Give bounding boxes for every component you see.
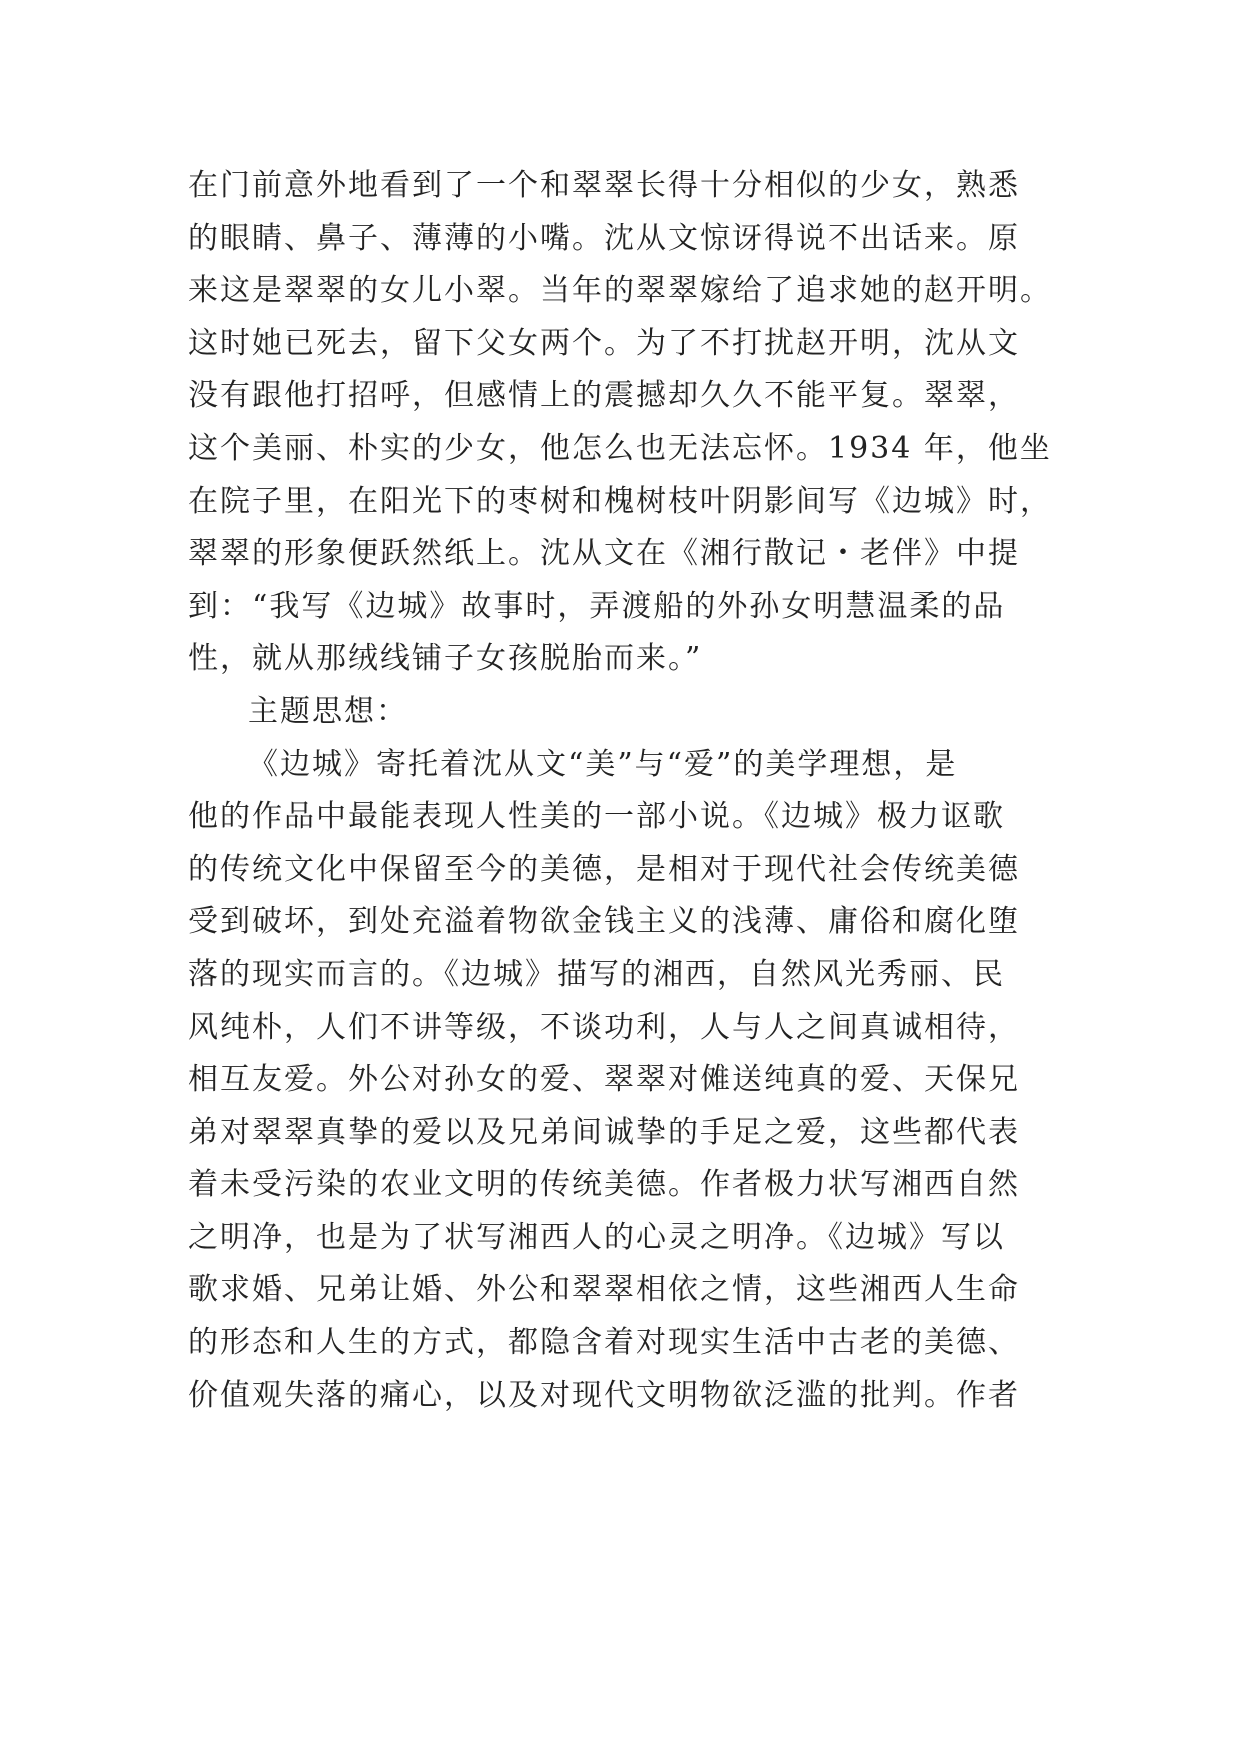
text-line-3: 来这是翠翠的女儿小翠。当年的翠翠嫁给了追求她的赵开明。 xyxy=(188,273,1052,309)
text-line-13: 他的作品中最能表现人性美的一部小说。《边城》极力讴歌 xyxy=(188,799,1005,835)
text-line-9: 到：“我写《边城》故事时，弄渡船的外孙女明慧温柔的品 xyxy=(188,588,1006,624)
text-line-21: 之明净，也是为了状写湘西人的心灵之明净。《边城》写以 xyxy=(188,1219,1005,1255)
text-line-15: 受到破坏，到处充溢着物欲金钱主义的浅薄、庸俗和腐化堕 xyxy=(188,904,1020,940)
text-line-18: 相互友爱。外公对孙女的爱、翠翠对傩送纯真的爱、天保兄 xyxy=(188,1062,1020,1098)
text-line-12: 《边城》寄托着沈从文“美”与“爱”的美学理想，是 xyxy=(248,746,958,782)
body-text xyxy=(188,160,1088,1422)
text-line-19: 弟对翠翠真挚的爱以及兄弟间诚挚的手足之爱，这些都代表 xyxy=(188,1114,1020,1150)
text-line-10: 性，就从那绒线铺子女孩脱胎而来。” xyxy=(188,641,703,677)
text-line-6: 这个美丽、朴实的少女，他怎么也无法忘怀。1934 年，他坐 xyxy=(188,430,1052,466)
text-line-7: 在院子里，在阳光下的枣树和槐树枝叶阴影间写《边城》时， xyxy=(188,483,1052,519)
text-line-4: 这时她已死去，留下父女两个。为了不打扰赵开明，沈从文 xyxy=(188,325,1020,361)
text-line-16: 落的现实而言的。《边城》描写的湘西，自然风光秀丽、民 xyxy=(188,956,1005,992)
text-line-22: 歌求婚、兄弟让婚、外公和翠翠相依之情，这些湘西人生命 xyxy=(188,1272,1020,1308)
text-line-23: 的形态和人生的方式，都隐含着对现实生活中古老的美德、 xyxy=(188,1325,1020,1361)
text-line-1: 在门前意外地看到了一个和翠翠长得十分相似的少女，熟悉 xyxy=(188,168,1020,203)
text-line-17: 风纯朴，人们不讲等级，不谈功利，人与人之间真诚相待， xyxy=(188,1009,1020,1045)
section-heading: 主题思想： xyxy=(248,693,408,729)
text-line-8: 翠翠的形象便跃然纸上。沈从文在《湘行散记・老伴》中提 xyxy=(188,536,1020,572)
text-line-20: 着未受污染的农业文明的传统美德。作者极力状写湘西自然 xyxy=(188,1167,1020,1203)
text-line-2: 的眼睛、鼻子、薄薄的小嘴。沈从文惊讶得说不出话来。原 xyxy=(188,220,1020,256)
text-line-14: 的传统文化中保留至今的美德，是相对于现代社会传统美德 xyxy=(188,851,1020,887)
text-line-24: 价值观失落的痛心，以及对现代文明物欲泛滥的批判。作者 xyxy=(188,1377,1020,1413)
text-line-5: 没有跟他打招呼，但感情上的震撼却久久不能平复。翠翠， xyxy=(188,378,1020,414)
